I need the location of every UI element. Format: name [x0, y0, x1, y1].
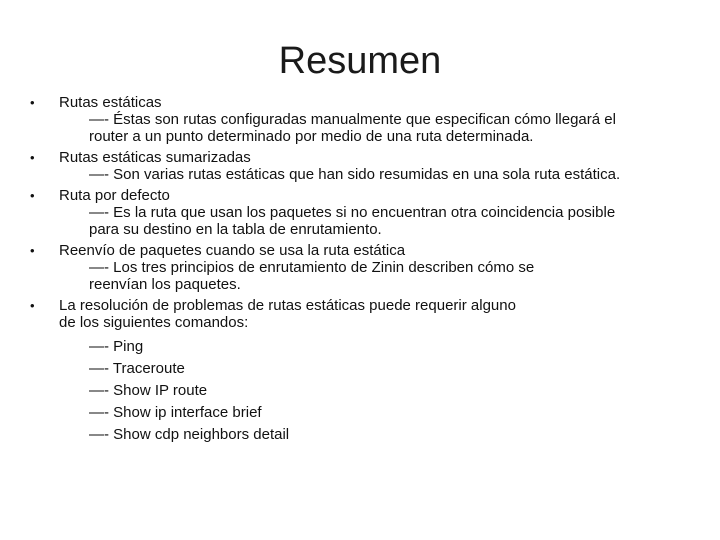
command-traceroute: —- Traceroute — [89, 360, 185, 377]
command-show-ip-route: —- Show IP route — [89, 382, 208, 399]
bullet-icon: • — [30, 150, 35, 165]
bullet-icon: • — [30, 188, 35, 203]
bullet-heading-strong: La resolución de problemas de rutas estáticas — [59, 297, 366, 314]
bullet-heading: Ruta por defecto — [59, 187, 170, 204]
bullet-icon: • — [30, 95, 35, 110]
bullet-detail-line: —- Éstas son rutas configuradas manualmente que especifican cómo llegará el — [89, 111, 616, 128]
bullet-detail-line: router a un punto determinado por medio de una ruta determinada. — [89, 128, 534, 145]
bullet-heading: Rutas estáticas — [59, 94, 162, 111]
bullet-heading: Rutas estáticas sumarizadas — [59, 149, 251, 166]
bullet-list — [30, 94, 700, 446]
bullet-detail — [59, 166, 700, 183]
bullet-detail — [59, 259, 700, 293]
command-show-cdp-neighbors-detail: —- Show cdp neighbors detail — [89, 426, 290, 443]
bullet-detail-line: —- Es la ruta que usan los paquetes si no encuentran otra coincidencia posible — [89, 204, 616, 221]
bullet-item-resolucion-problemas — [30, 297, 700, 446]
bullet-item-reenvio-paquetes — [30, 242, 700, 293]
bullet-icon: • — [30, 298, 35, 313]
bullet-item-rutas-estaticas — [30, 94, 700, 145]
bullet-icon: • — [30, 243, 35, 258]
command-list — [59, 336, 700, 446]
command-show-ip-interface-brief: —- Show ip interface brief — [89, 404, 262, 421]
bullet-detail-line: reenvían los paquetes. — [89, 276, 241, 293]
bullet-item-ruta-por-defecto — [30, 187, 700, 238]
command-ping: —- Ping — [89, 338, 144, 355]
bullet-detail — [59, 204, 700, 238]
bullet-heading — [59, 297, 700, 314]
bullet-heading-line2: de los siguientes comandos: — [59, 314, 249, 331]
bullet-detail — [59, 111, 700, 145]
bullet-detail-line: para su destino en la tabla de enrutamiento. — [89, 221, 382, 238]
slide-title: Resumen — [278, 40, 442, 82]
bullet-detail-line: —- Los tres principios de enrutamiento de Zinin describen cómo se — [89, 259, 535, 276]
bullet-detail-line: —- Son varias rutas estáticas que han sido resumidas en una sola ruta estática. — [89, 166, 621, 183]
bullet-heading: Reenvío de paquetes cuando se usa la ruta estática — [59, 242, 406, 259]
bullet-heading-rest: puede requerir alguno — [365, 297, 516, 314]
bullet-item-rutas-sumarizadas — [30, 149, 700, 183]
